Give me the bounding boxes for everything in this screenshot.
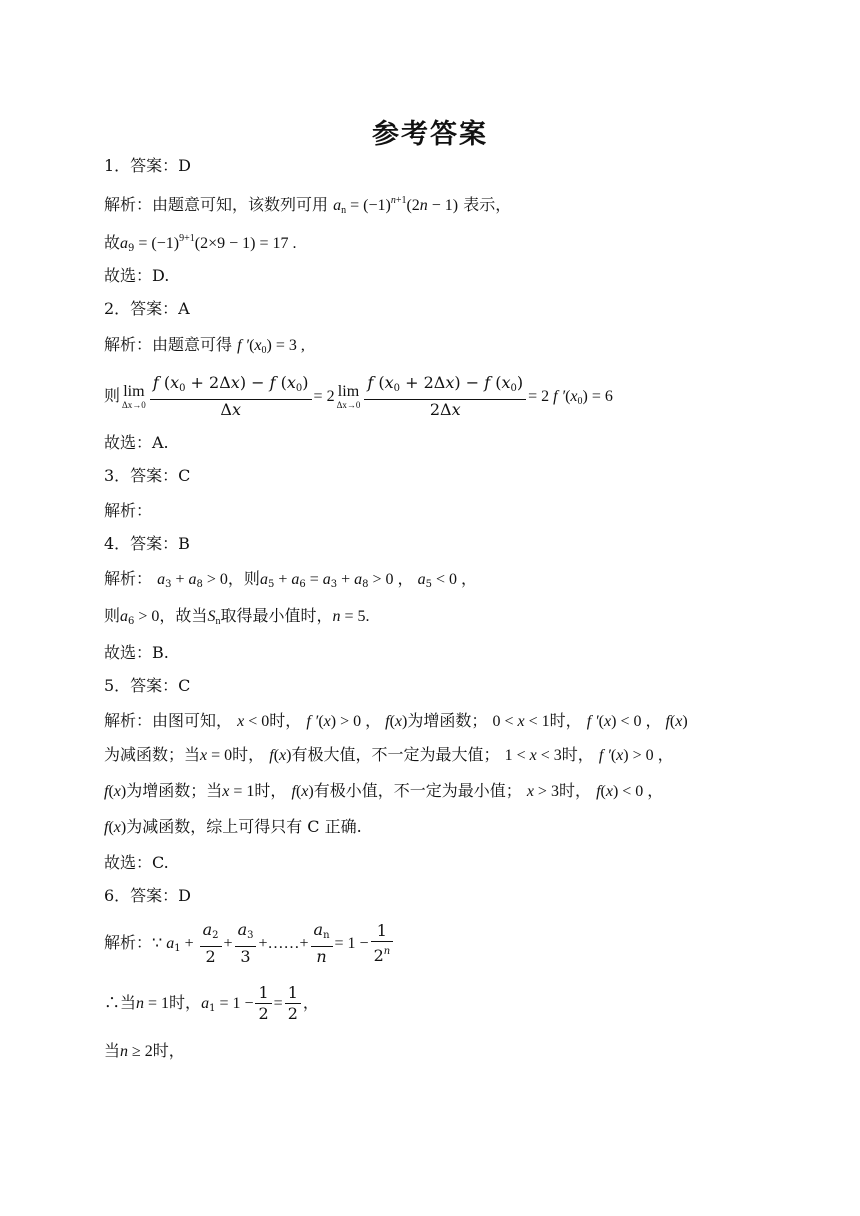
q5-when-4: 时， xyxy=(561,745,594,764)
q4-line2: 则$a_6 > 0$，故当$S_n$取得最小值时，n = 5. xyxy=(104,606,370,627)
q4-analysis: 解析： $a_3 + a_8 > 0$，则$a_5 + a_6 = a_3 + a_8 > 0$ ， $a_5 < 0$ ， xyxy=(104,569,477,590)
q5-answer: 5．答案：C xyxy=(104,676,191,695)
q2-derivation: 则 lim Δx→0 $\frac{f (x_0 + 2\Delta x) - f (x_0)}{\Delta x}$ = 2 lim Δx→0 $\frac{f (x_0 + 2\Delta x) - f (x_0)}{2\Delta x}$ = 2 f $'(x_0) = 6$ xyxy=(104,373,613,419)
q5-decreasing-when: 为减函数；当 xyxy=(104,745,201,764)
q6-analysis: 解析：∵ $a_1$ + $\frac{a_2}{2}$ + $\frac{a_3}{3}$ +……+ $\frac{a_n}{n}$ = 1 − $\frac{1}{2^n}$ xyxy=(104,920,395,972)
q5-when-5: 时， xyxy=(254,781,287,800)
q5-when-6: 时， xyxy=(558,781,591,800)
q6-analysis-text: 解析： xyxy=(104,933,153,952)
q6-line2-prefix: ∴当 xyxy=(104,993,137,1012)
q4-line2-mid2: 取得最小值时， xyxy=(220,606,333,625)
q2-conclusion: 故选：A. xyxy=(104,433,169,452)
q1-answer: 1．答案：D xyxy=(104,156,192,175)
q5-conclusion: 故选：C. xyxy=(104,853,169,872)
q2-line2-prefix: 则 xyxy=(104,386,121,405)
q5-analysis-line2: 为减函数；当x = 0时， f(x)有极大值，不一定为最大值； 1 < x < 3时， f ′(x) > 0 ， xyxy=(104,745,674,764)
q4-analysis-mid: ，则 xyxy=(227,569,260,588)
q5-local-max: 有极大值，不一定为最大值； xyxy=(291,745,500,764)
q3-answer: 3．答案：C xyxy=(104,466,191,485)
q6-answer: 6．答案：D xyxy=(104,886,192,905)
q1-analysis: 解析：由题意可知，该数列可用 $a_n = (-1)^{n+1}(2n - 1)$ 表示， xyxy=(104,195,512,216)
q4-answer: 4．答案：B xyxy=(104,534,190,553)
q2-analysis: 解析：由题意可得 f $'(x_0) = 3$ , xyxy=(104,335,305,356)
q4-line2-mid: ，故当 xyxy=(159,606,208,625)
q2-analysis-text: 解析：由题意可得 xyxy=(104,335,233,354)
q5-when-1: 时， xyxy=(269,711,302,730)
q6-line2-when: 时， xyxy=(169,993,202,1012)
q1-line2-prefix: 故 xyxy=(104,233,121,252)
q5-summary: 为减函数，综上可得只有 C 正确. xyxy=(126,817,362,836)
q5-when-3: 时， xyxy=(232,745,265,764)
q5-analysis-text: 解析：由图可知， xyxy=(104,711,233,730)
q5-analysis-line3: f(x)为增函数；当x = 1时， f(x)有极小值，不一定为最小值； x > 3时， f(x) < 0 ， xyxy=(104,781,664,800)
q5-increasing-when: 为增函数；当 xyxy=(126,781,223,800)
q6-line3-when: 时， xyxy=(152,1041,185,1060)
q5-local-min: 有极小值，不一定为最小值； xyxy=(313,781,522,800)
q5-increasing-1: 为增函数； xyxy=(407,711,488,730)
q6-line3: 当n ≥ 2时， xyxy=(104,1041,185,1060)
q5-when-2: 时， xyxy=(549,711,582,730)
q1-conclusion: 故选：D. xyxy=(104,266,170,285)
q2-answer: 2．答案：A xyxy=(104,299,190,318)
q5-analysis-line1: 解析：由图可知， x < 0时， f ′(x) > 0 ， f(x)为增函数； 0 < x < 1时， f ′(x) < 0 ， f(x) xyxy=(104,711,688,730)
q6-line3-prefix: 当 xyxy=(104,1041,121,1060)
q1-computation: 故$a_9 = (-1)^{9+1}(2\times 9 - 1) = 17$ . xyxy=(104,233,297,254)
q4-conclusion: 故选：B. xyxy=(104,643,169,662)
q6-line2: ∴当n = 1时，$a_1 = 1$ − $\frac{1}{2}$ = $\frac{1}{2}$ ， xyxy=(104,983,319,1023)
q5-analysis-line4: f(x)为减函数，综上可得只有 C 正确. xyxy=(104,817,362,836)
q1-analysis-text: 解析：由题意可知，该数列可用 xyxy=(104,195,329,214)
q4-line2-prefix: 则 xyxy=(104,606,121,625)
q1-analysis-suffix: 表示， xyxy=(463,195,512,214)
page-title: 参考答案 xyxy=(372,119,488,150)
q3-analysis: 解析： xyxy=(104,501,153,520)
q4-analysis-text: 解析： xyxy=(104,569,153,588)
